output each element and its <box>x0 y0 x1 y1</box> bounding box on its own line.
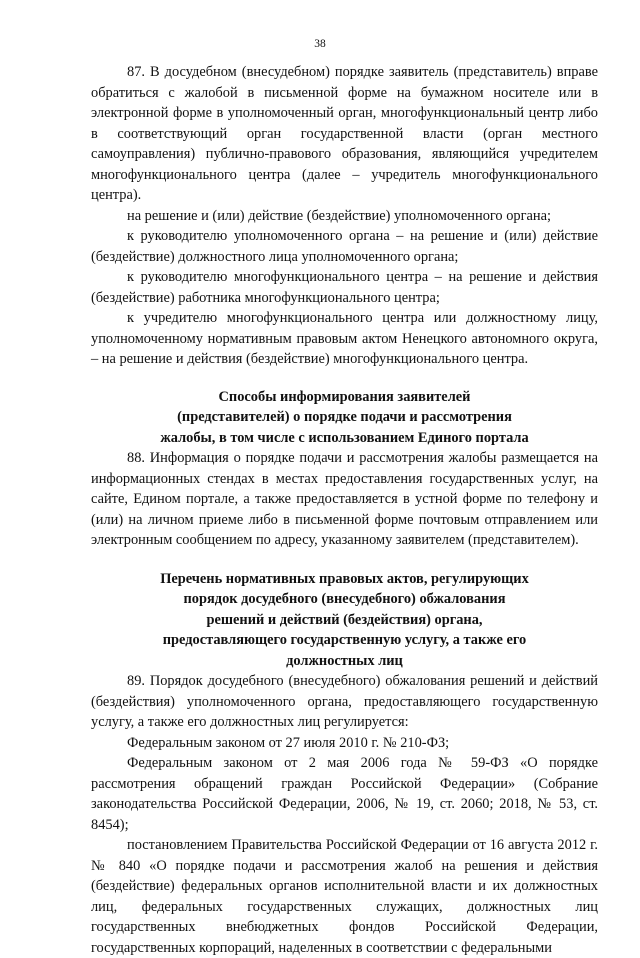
heading-line: порядок досудебного (внесудебного) обжалования <box>183 591 506 607</box>
heading-line: Способы информирования заявителей <box>218 388 471 405</box>
heading-line: жалобы, в том числе с использованием Единого портала <box>160 429 529 446</box>
paragraph-appeal-mfc-founder: к учредителю многофункционального центра или должностному лицу, уполномоченному нормативным правовым актом Ненецкого автономного округа, – на решение и действия (бездействие) многофункционального центра. <box>91 310 598 367</box>
heading-line: предоставляющего государственную услугу, а также его <box>162 632 527 648</box>
document-body <box>91 62 598 958</box>
paragraph-law-210: Федеральным законом от 27 июля 2010 г. № 210-ФЗ; <box>127 734 450 751</box>
section-heading-legal-acts <box>91 569 598 672</box>
paragraph-appeal-mfc-head: к руководителю многофункционального центра – на решение и действия (бездействие) работника многофункционального центра; <box>91 269 598 306</box>
heading-line: должностных лиц <box>286 652 403 669</box>
section-heading-informing <box>91 387 598 449</box>
heading-line: (представителей) о порядке подачи и рассмотрения <box>177 409 512 425</box>
paragraph-appeal-uo-decision: на решение и (или) действие (бездействие) уполномоченного органа; <box>127 207 551 224</box>
paragraph-law-59: Федеральным законом от 2 мая 2006 года № 59-ФЗ «О порядке рассмотрения обращений граждан Российской Федерации» (Собрание законодательства Российской Федерации, 2006, № 19, ст. 2060; 2018, № 53, ст. 8454); <box>91 755 598 833</box>
paragraph-resolution-840: постановлением Правительства Российской Федерации от 16 августа 2012 г. № 840 «О порядке подачи и рассмотрения жалоб на решения и действия (бездействие) федеральных органов исполнительной власти и их должностных лиц, федеральных государственных служащих, должностных лиц государственных внебюджетных фондов Российской Федерации, государственных корпораций, наделенных в соответствии с федеральными <box>91 837 598 956</box>
heading-line: Перечень нормативных правовых актов, регулирующих <box>160 570 529 587</box>
paragraph-88: 88. Информация о порядке подачи и рассмотрения жалобы размещается на информационных стендах в местах предоставления государственных услуг, на сайте, Едином портале, а также предоставляется в устной форме по телефону и (или) на личном приеме либо в письменной форме почтовым отправлением или электронным сообщением по адресу, указанному заявителем (представителем). <box>91 450 598 548</box>
heading-line: решений и действий (бездействия) органа, <box>206 611 483 628</box>
page-number: 38 <box>314 38 326 50</box>
paragraph-87: 87. В досудебном (внесудебном) порядке заявитель (представитель) вправе обратиться с жалобой в письменной форме на бумажном носителе или в электронной форме в уполномоченный орган, многофункциональный центр либо в соответствующий орган государственной власти (орган местного самоуправления) публично-правового образования, являющийся учредителем многофункционального центра (далее – учредитель многофункционального центра). <box>91 64 598 203</box>
paragraph-appeal-uo-head: к руководителю уполномоченного органа – на решение и (или) действие (бездействие) должностного лица уполномоченного органа; <box>91 228 598 265</box>
paragraph-89: 89. Порядок досудебного (внесудебного) обжалования решений и действий (бездействия) уполномоченного органа, предоставляющего государственную услугу, а также его должностных лиц регулируется: <box>91 673 598 730</box>
